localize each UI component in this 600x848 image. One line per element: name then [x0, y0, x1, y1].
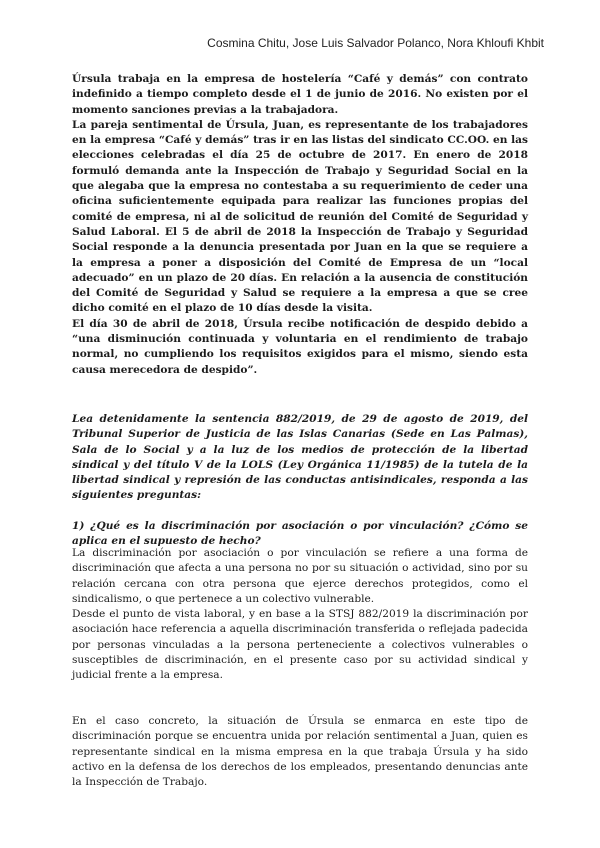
page-header-authors: Cosmina Chitu, Jose Luis Salvador Polanco, Nora Khloufi Khbit — [207, 36, 544, 50]
case-facts — [72, 72, 528, 378]
question-1-answer — [72, 546, 528, 684]
answer-paragraph: Desde el punto de vista laboral, y en base a la STSJ 882/2019 la discriminación por asociación hace referencia a aquella discriminación transferida o reflejada padecida por personas vinculadas a la persona perteneciente a colectivos vulnerables o susceptibles de discriminación, en el presente caso por su actividad sindical y judicial frente a la empresa. — [72, 608, 528, 682]
concrete-case-paragraph: En el caso concreto, la situación de Úrsula se enmarca en este tipo de discriminación porque se encuentra unida por relación sentimental a Juan, quien es representante sindical en la misma empresa en la que trabaja Úrsula y ha sido activo en la defensa de los derechos de los empleados, presentando denuncias ante la Inspección de Trabajo. — [72, 715, 528, 789]
case-paragraph: El día 30 de abril de 2018, Úrsula recibe notificación de despido debido a “una disminución continuada y voluntaria en el rendimiento de trabajo normal, no cumpliendo los requisitos exigidos para el mismo, siendo esta causa merecedora de despido”. — [72, 317, 528, 376]
case-paragraph: La pareja sentimental de Úrsula, Juan, es representante de los trabajadores en la empresa “Café y demás” tras ir en las listas del sindicato CC.OO. en las elecciones celebradas el día 25 de octubre de 2017. En enero de 2018 formuló demanda ante la Inspección de Trabajo y Seguridad Social en la que alegaba que la empresa no contestaba a su requerimiento de ceder una oficina suficientemente equipada para realizar las funciones propias del comité de empresa, ni al de solicitud de reunión del Comité de Seguridad y Salud Laboral. El 5 de abril de 2018 la Inspección de Trabajo y Seguridad Social responde a la denuncia presentada por Juan en la que se requiere a la empresa a poner a disposición del Comité de Empresa de un “local adecuado” en un plazo de 20 días. En relación a la ausencia de constitución del Comité de Seguridad y Salud se requiere a la empresa a que se cree dicho comité en el plazo de 10 días desde la visita. — [72, 118, 528, 315]
answer-paragraph: La discriminación por asociación o por vinculación se refiere a una forma de discriminación que afecta a una persona no por su situación o actividad, sino por su relación cercana con otra persona que ejerce derechos protegidos, como el sindicalismo, o que pertenece a un colectivo vulnerable. — [72, 547, 528, 605]
question-1-title: 1) ¿Qué es la discriminación por asociación o por vinculación? ¿Cómo se aplica en el supuesto de hecho? — [72, 520, 528, 548]
instructions-paragraph: Lea detenidamente la sentencia 882/2019, de 29 de agosto de 2019, del Tribunal Superior de Justicia de las Islas Canarias (Sede en Las Palmas), Sala de lo Social y a la luz de los medios de protección de la libertad sindical y del título V de la LOLS (Ley Orgánica 11/1985) de la tutela de la libertad sindical y represión de las conductas antisindicales, responda a las siguientes preguntas: — [72, 413, 528, 502]
case-paragraph: Úrsula trabaja en la empresa de hostelería “Café y demás” con contrato indefinido a tiempo completo desde el 1 de junio de 2016. No existen por el momento sanciones previas a la trabajadora. — [72, 73, 528, 116]
